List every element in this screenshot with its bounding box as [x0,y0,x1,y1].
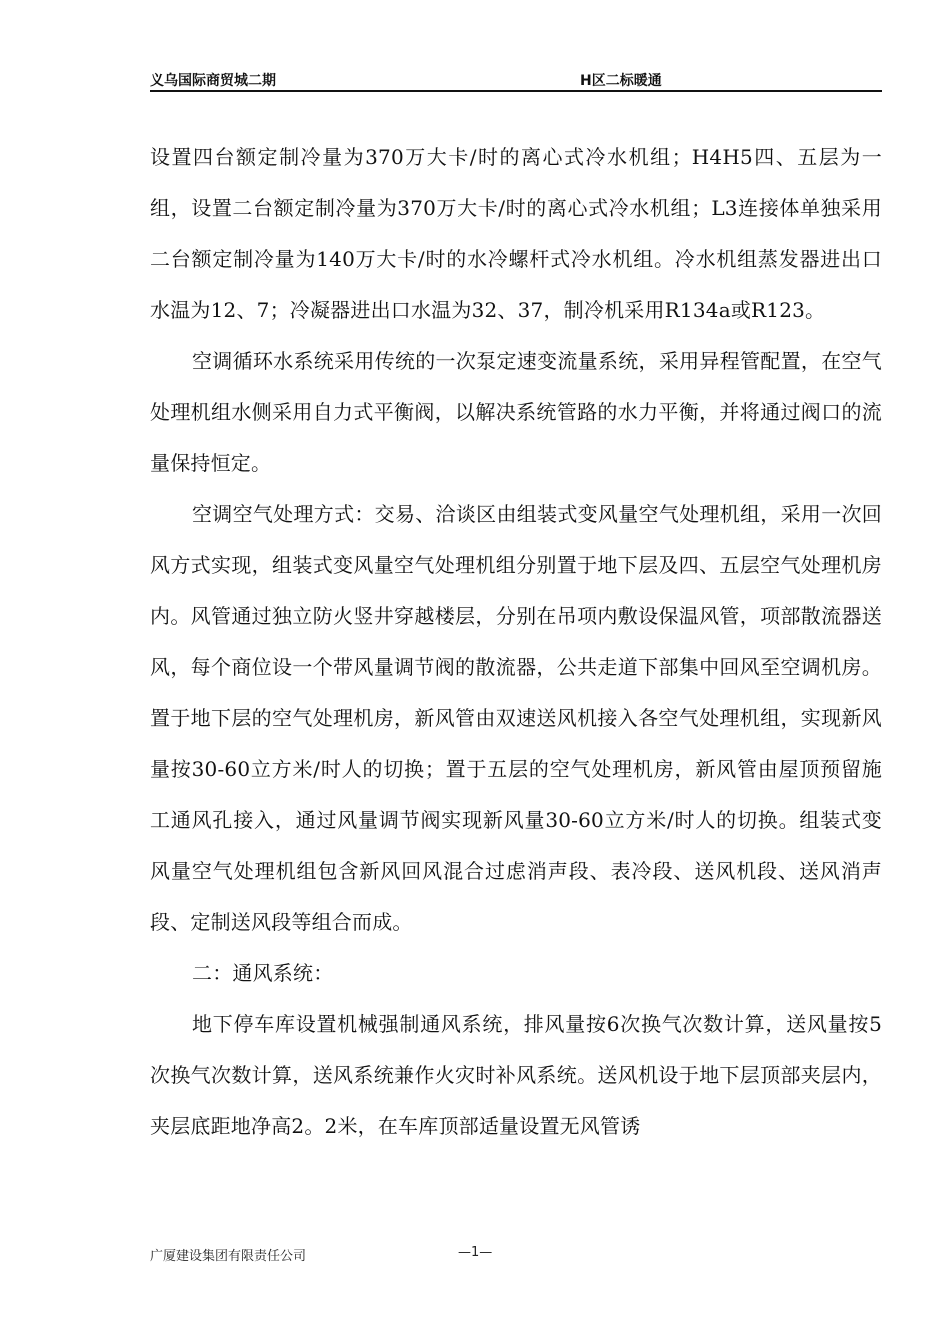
document-body [150,132,882,1152]
paragraph-continued: 设置四台额定制冷量为370万大卡/时的离心式冷水机组；H4H5四、五层为一组，设置二台额定制冷量为370万大卡/时的离心式冷水机组；L3连接体单独采用二台额定制冷量为140万大卡/时的水冷螺杆式冷水机组。冷水机组蒸发器进出口水温为12、7；冷凝器进出口水温为32、37，制冷机采用R134a或R123。 [150,145,882,322]
header-project-title: 义乌国际商贸城二期 [150,73,276,89]
page-footer [150,1245,882,1265]
paragraph-air-handling: 空调空气处理方式：交易、洽谈区由组装式变风量空气处理机组，采用一次回风方式实现，组装式变风量空气处理机组分别置于地下层及四、五层空气处理机房内。风管通过独立防火竖井穿越楼层，分别在吊项内敷设保温风管，项部散流器送风，每个商位设一个带风量调节阀的散流器，公共走道下部集中回风至空调机房。置于地下层的空气处理机房，新风管由双速送风机接入各空气处理机组，实现新风量按30-60立方米/时人的切换；置于五层的空气处理机房，新风管由屋顶预留施工通风孔接入，通过风量调节阀实现新风量30-60立方米/时人的切换。组装式变风量空气处理机组包含新风回风混合过虑消声段、表冷段、送风机段、送风消声段、定制送风段等组合而成。 [150,502,882,934]
footer-company-name: 广厦建设集团有限责任公司 [150,1249,307,1264]
header-section-title: H区二标暖通 [580,73,662,89]
section-heading-ventilation: 二：通风系统： [192,961,334,985]
page-number: —1— [458,1245,493,1260]
paragraph-garage-ventilation: 地下停车库设置机械强制通风系统，排风量按6次换气次数计算，送风量按5次换气次数计算，送风系统兼作火灾时补风系统。送风机设于地下层顶部夹层内，夹层底距地净高2。2米，在车库顶部适量设置无风管诱 [150,1012,882,1138]
page-header [150,68,882,92]
paragraph-water-circulation: 空调循环水系统采用传统的一次泵定速变流量系统，采用异程管配置，在空气处理机组水侧采用自力式平衡阀，以解决系统管路的水力平衡，并将通过阀口的流量保持恒定。 [150,349,882,475]
